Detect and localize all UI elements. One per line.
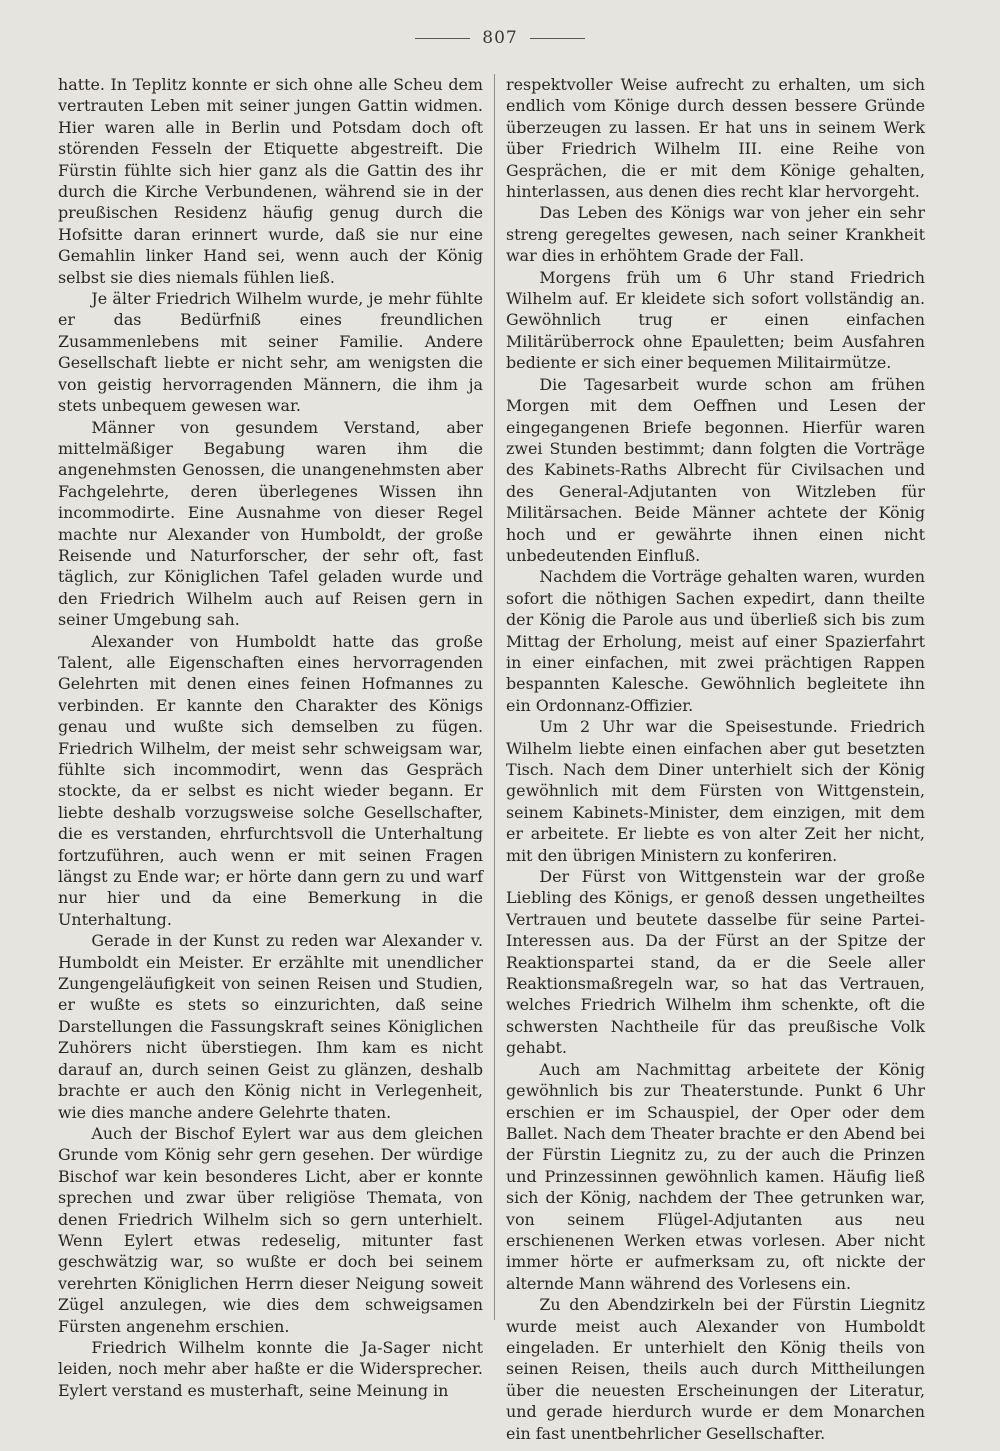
header-rule-right xyxy=(530,38,585,39)
left-column xyxy=(58,74,483,1401)
right-paragraph-4: Die Tagesarbeit wurde schon am frühen Morgen mit dem Oeffnen und Lesen der eingegangenen Briefe begonnen. Hierfür waren zwei Stunden bestimmt; dann folgten die Vorträge des Kabinets-Raths Albrecht für Civilsachen und des General-Adjutanten von Witzleben für Militärsachen. Beide Männer achtete der König hoch und er gewährte ihnen einen nicht unbedeutenden Einfluß. xyxy=(506,374,925,565)
left-paragraph-2: Je älter Friedrich Wilhelm wurde, je mehr fühlte er das Bedürfniß eines freundlichen Zusammenlebens mit seiner Familie. Andere Gesellschaft liebte er nicht sehr, am wenigsten die von geistig hervorragenden Männern, die ihm ja stets unbequem gewesen war. xyxy=(58,289,483,416)
left-paragraph-7: Friedrich Wilhelm konnte die Ja-Sager nicht leiden, noch mehr aber haßte er die Widersprecher. Eylert verstand es musterhaft, seine Meinung in xyxy=(58,1337,483,1400)
right-paragraph-8: Auch am Nachmittag arbeitete der König gewöhnlich bis zur Theaterstunde. Punkt 6 Uhr erschien er im Schauspiel, der Oper oder dem Ballet. Nach dem Theater brachte er den Abend bei der Fürstin Liegnitz zu, zu der auch die Prinzen und Prinzessinnen gewöhnlich kamen. Häufig ließ sich der König, nachdem der Thee getrunken war, von seinem Flügel-Adjutanten aus neu erschienenen Werken etwas vorlesen. Aber nicht immer hörte er aufmerksam zu, oft nickte der alternde Mann während des Vorlesens ein. xyxy=(506,1059,925,1293)
left-paragraph-4: Alexander von Humboldt hatte das große Talent, alle Eigenschaften eines hervorragenden Gelehrten mit denen eines feinen Hofmannes zu verbinden. Er kannte den Charakter des Königs genau und wußte sich demselben zu fügen. Friedrich Wilhelm, der meist sehr schweigsam war, fühlte sich incommodirt, wenn das Gespräch stockte, da er selbst es nicht wieder begann. Er liebte deshalb vorzugsweise solche Gesellschafter, die es verstanden, ehrfurchtsvoll die Unterhaltung fortzuführen, auch wenn er mit seinen Fragen längst zu Ende war; er hörte dann gern zu und warf nur hier und da eine Bemerkung in die Unterhaltung. xyxy=(58,631,483,929)
right-paragraph-7: Der Fürst von Wittgenstein war der große Liebling des Königs, er genoß dessen ungetheiltes Vertrauen und beutete dasselbe für seine Partei-Interessen aus. Da der Fürst an der Spitze der Reaktionspartei stand, da er die Seele aller Reaktionsmaßregeln war, so hat das Vertrauen, welches Friedrich Wilhelm ihm schenkte, oft die schwersten Nachtheile für das preußische Volk gehabt. xyxy=(506,867,925,1058)
page-header xyxy=(0,28,1000,48)
left-paragraph-6: Auch der Bischof Eylert war aus dem gleichen Grunde vom König sehr gern gesehen. Der würdige Bischof war kein besonderes Licht, aber er konnte sprechen und zwar über religiöse Themata, von denen Friedrich Wilhelm sich so gern unterhielt. Wenn Eylert etwas redeselig, mitunter fast geschwätzig war, so wußte er doch bei seinem verehrten Königlichen Herrn dieser Neigung soweit Zügel anzulegen, wie dies dem schweigsamen Fürsten angenehm erschien. xyxy=(58,1123,483,1336)
page-number: 807 xyxy=(482,28,518,48)
right-column xyxy=(506,74,925,1444)
header-rule-left xyxy=(415,38,470,39)
right-paragraph-1: respektvoller Weise aufrecht zu erhalten, um sich endlich vom Könige durch dessen bessere Gründe überzeugen zu lassen. Er hat uns in seinem Werk über Friedrich Wilhelm III. eine Reihe von Gesprächen, die er mit dem Könige gehalten, hinterlassen, aus denen dies recht klar hervorgeht. xyxy=(506,75,925,202)
right-paragraph-6: Um 2 Uhr war die Speisestunde. Friedrich Wilhelm liebte einen einfachen aber gut besetzten Tisch. Nach dem Diner unterhielt sich der König gewöhnlich mit dem Fürsten von Wittgenstein, seinem Kabinets-Minister, dem einzigen, mit dem er arbeitete. Er liebte es von alter Zeit her nicht, mit den übrigen Ministern zu konferiren. xyxy=(506,717,925,865)
column-divider xyxy=(494,74,495,1320)
left-paragraph-5: Gerade in der Kunst zu reden war Alexander v. Humboldt ein Meister. Er erzählte mit unendlicher Zungengeläufigkeit von seinen Reisen und Studien, er wußte es stets so einzurichten, daß seine Darstellungen die Fassungskraft seines Königlichen Zuhörers nicht überstiegen. Ihm kam es nicht darauf an, durch seinen Geist zu glänzen, deshalb brachte er auch den König nicht in Verlegenheit, wie dies manche andere Gelehrte thaten. xyxy=(58,931,483,1122)
right-paragraph-3: Morgens früh um 6 Uhr stand Friedrich Wilhelm auf. Er kleidete sich sofort vollständig an. Gewöhnlich trug er einen einfachen Militärüberrock ohne Epauletten; beim Ausfahren bediente er sich einer bequemen Militairmütze. xyxy=(506,267,925,373)
left-paragraph-3: Männer von gesundem Verstand, aber mittelmäßiger Begabung waren ihm die angenehmsten Genossen, die unangenehmsten aber Fachgelehrte, deren überlegenes Wissen ihn incommodirte. Eine Ausnahme von dieser Regel machte nur Alexander von Humboldt, der große Reisende und Naturforscher, der sehr oft, fast täglich, zur Königlichen Tafel geladen wurde und den Friedrich Wilhelm auch auf Reisen gern in seiner Umgebung sah. xyxy=(58,417,483,630)
right-paragraph-5: Nachdem die Vorträge gehalten waren, wurden sofort die nöthigen Sachen expedirt, dann theilte der König die Parole aus und überließ sich bis zum Mittag der Erholung, meist auf einer Spazierfahrt in einer einfachen, mit zwei prächtigen Rappen bespannten Kalesche. Gewöhnlich begleitete ihn ein Ordonnanz-Offizier. xyxy=(506,567,925,715)
right-paragraph-9: Zu den Abendzirkeln bei der Fürstin Liegnitz wurde meist auch Alexander von Humboldt eingeladen. Er unterhielt den König theils von seinen Reisen, theils auch durch Mittheilungen über die neuesten Erscheinungen der Literatur, und gerade hierdurch wurde er dem Monarchen ein fast unentbehrlicher Gesellschafter. xyxy=(506,1295,925,1443)
right-paragraph-2: Das Leben des Königs war von jeher ein sehr streng geregeltes gewesen, nach seiner Krankheit war dies in erhöhtem Grade der Fall. xyxy=(506,203,925,266)
left-paragraph-1: hatte. In Teplitz konnte er sich ohne alle Scheu dem vertrauten Leben mit seiner jungen Gattin widmen. Hier waren alle in Berlin und Potsdam doch oft störenden Fesseln der Etiquette abgestreift. Die Fürstin fühlte sich hier ganz als die Gattin des ihr durch die Kirche Verbundenen, während sie in der preußischen Residenz häufig genug durch die Hofsitte daran erinnert wurde, daß sie nur eine Gemahlin linker Hand sei, wenn auch der König selbst sie dies niemals fühlen ließ. xyxy=(58,75,483,287)
